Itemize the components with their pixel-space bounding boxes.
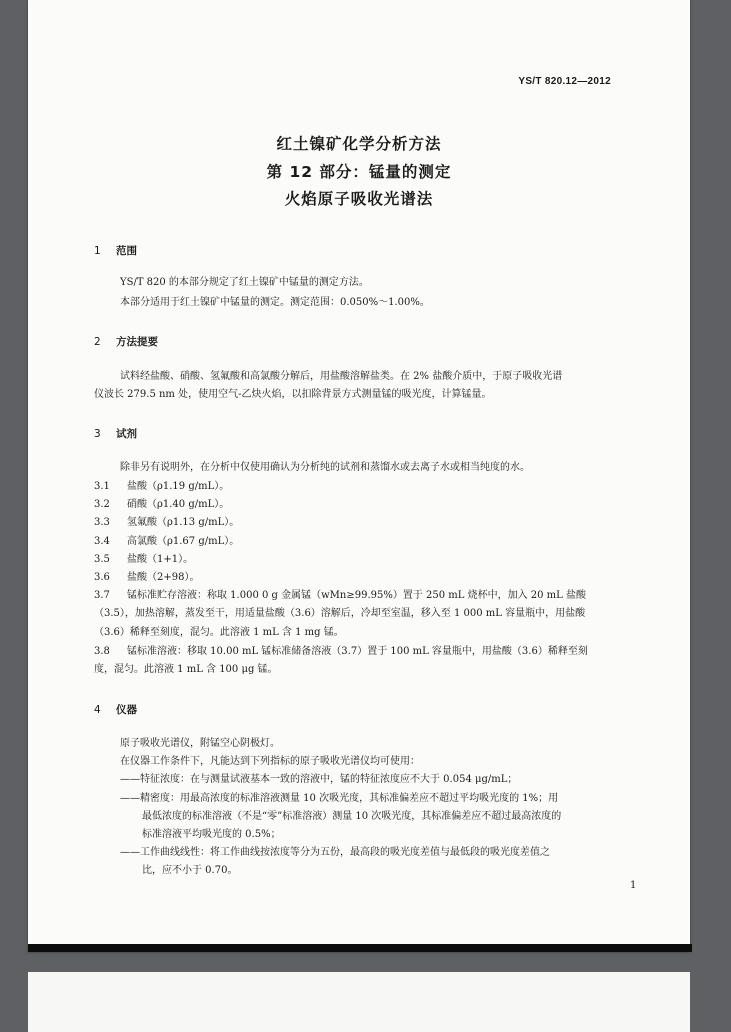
paragraph-line: 试料经盐酸、硝酸、氢氟酸和高氯酸分解后，用盐酸溶解盐类。在 2% 盐酸介质中，于原子吸收光谱 <box>120 371 563 382</box>
paragraph-line: 最低浓度的标准溶液（不是“零”标准溶液）测量 10 次吸光度，其标准偏差应不超过最高浓度的 <box>142 811 562 822</box>
paragraph-line: 原子吸收光谱仪，附锰空心阴极灯。 <box>120 738 280 749</box>
paragraph-line: ——工作曲线线性：将工作曲线按浓度等分为五份，最高段的吸光度差值与最低段的吸光度差值之 <box>120 847 550 858</box>
title-line-1: 红土镍矿化学分析方法 <box>276 135 442 153</box>
paragraph-line: ——精密度：用最高浓度的标准溶液测量 10 次吸光度，其标准偏差应不超过平均吸光度的 1%；用 <box>120 793 559 804</box>
list-item: 3.5 盐酸（1+1）。 <box>94 554 194 565</box>
standard-code: YS/T 820.12—2012 <box>518 76 611 87</box>
paragraph-line: （3.5），加热溶解，蒸发至干，用适量盐酸（3.6）溶解后，冷却至室温，移入至 1 000 mL 容量瓶中，用盐酸 <box>94 608 586 619</box>
list-item: 3.7 锰标准贮存溶液：称取 1.000 0 g 金属锰（wMn≥99.95%）置于 250 mL 烧杯中，加入 20 mL 盐酸 <box>94 590 586 601</box>
paragraph-line: ——特征浓度：在与测量试液基本一致的溶液中，锰的特征浓度应不大于 0.054 μg/mL； <box>120 774 518 785</box>
list-item: 3.4 高氯酸（ρ1.67 g/mL）。 <box>94 536 240 547</box>
paragraph-line: （3.6）稀释至刻度，混匀。此溶液 1 mL 含 1 mg 锰。 <box>94 627 344 638</box>
section-title: 范围 <box>116 245 137 257</box>
section-number: 2 <box>94 336 101 348</box>
page-number: 1 <box>630 880 637 891</box>
paragraph-line: 比，应不小于 0.70。 <box>142 865 238 876</box>
paragraph-line: 除非另有说明外，在分析中仅使用确认为分析纯的试剂和蒸馏水或去离子水或相当纯度的水。 <box>120 462 530 473</box>
list-item: 3.1 盐酸（ρ1.19 g/mL）。 <box>94 481 230 492</box>
title-line-2: 第 12 部分：锰量的测定 <box>266 163 452 181</box>
paragraph-line: 本部分适用于红土镍矿中锰量的测定。测定范围：0.050%～1.00%。 <box>120 297 430 308</box>
list-item: 3.3 氢氟酸（ρ1.13 g/mL）。 <box>94 517 240 528</box>
section-number: 1 <box>94 245 101 257</box>
section-title: 仪器 <box>116 704 137 716</box>
page-bottom-rule <box>28 944 692 952</box>
paragraph-line: 度，混匀。此溶液 1 mL 含 100 μg 锰。 <box>94 664 278 675</box>
section-4-heading <box>94 702 137 717</box>
section-number: 4 <box>94 704 101 716</box>
section-title: 试剂 <box>116 428 137 440</box>
list-item: 3.6 盐酸（2+98）。 <box>94 572 200 583</box>
title-line-3: 火焰原子吸收光谱法 <box>284 190 434 208</box>
section-1-heading <box>94 243 137 258</box>
list-item: 3.8 锰标准溶液：移取 10.00 mL 锰标准储备溶液（3.7）置于 100 mL 容量瓶中，用盐酸（3.6）稀释至刻 <box>94 646 588 657</box>
section-2-heading <box>94 334 158 349</box>
section-number: 3 <box>94 428 101 440</box>
paragraph-line: 在仪器工作条件下，凡能达到下列指标的原子吸收光谱仪均可使用： <box>120 756 420 767</box>
paragraph-line: YS/T 820 的本部分规定了红土镍矿中锰量的测定方法。 <box>120 277 369 288</box>
paragraph-line: 标准溶液平均吸光度的 0.5%； <box>142 829 281 840</box>
section-title: 方法提要 <box>116 336 158 348</box>
section-3-heading <box>94 426 137 441</box>
paragraph-line: 仪波长 279.5 nm 处，使用空气-乙炔火焰，以扣除背景方式测量锰的吸光度，计算锰量。 <box>94 389 492 400</box>
document-page <box>28 0 690 952</box>
next-page <box>28 972 690 1032</box>
list-item: 3.2 硝酸（ρ1.40 g/mL）。 <box>94 499 230 510</box>
